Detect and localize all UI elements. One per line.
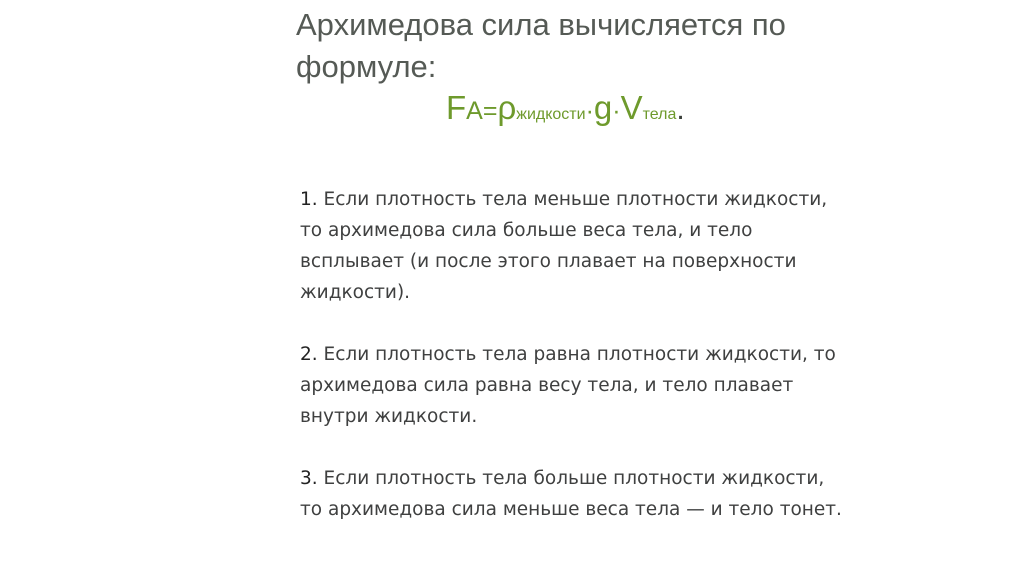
- rule-1-number: 1.: [300, 189, 318, 210]
- rule-item-2: [300, 339, 940, 432]
- rule-1-text-1: Если плотность тела меньше плотности жидкости,: [317, 189, 828, 210]
- rule-3-line-2: то архимедова сила меньше веса тела — и тело тонет.: [300, 499, 842, 520]
- rule-2-line-1: [300, 339, 940, 370]
- formula-volume-subscript: тела: [642, 106, 677, 123]
- rule-2-line-3: внутри жидкости.: [300, 406, 478, 427]
- slide-title: [296, 4, 936, 88]
- rule-1-line-1: [300, 184, 940, 215]
- rule-2-text-1: Если плотность тела равна плотности жидкости, то: [317, 344, 836, 365]
- archimedes-formula: [446, 88, 685, 135]
- slide-title-line-2: формуле:: [296, 49, 437, 84]
- formula-force-subscript: A: [466, 97, 483, 125]
- rule-3-text-1: Если плотность тела больше плотности жидкости,: [317, 468, 825, 489]
- formula-density-symbol: ρ: [497, 89, 517, 126]
- formula-dot-2: ·: [612, 97, 621, 125]
- formula-equals: =: [482, 97, 498, 125]
- formula-dot-1: ·: [585, 97, 594, 125]
- rule-item-1: [300, 184, 940, 308]
- formula-gravity-symbol: g: [593, 89, 613, 126]
- rule-1-line-4: жидкости).: [300, 282, 411, 303]
- formula-force-symbol: F: [446, 89, 467, 126]
- rules-list: [300, 184, 940, 556]
- rule-1-line-3: всплывает (и после этого плавает на поверхности: [300, 251, 797, 272]
- formula-density-subscript: жидкости: [516, 106, 586, 123]
- rule-2-number: 2.: [300, 344, 318, 365]
- rule-3-number: 3.: [300, 468, 318, 489]
- rule-3-line-1: [300, 463, 940, 494]
- formula-volume-symbol: V: [620, 89, 643, 126]
- rule-item-3: [300, 463, 940, 525]
- rule-2-line-2: архимедова сила равна весу тела, и тело плавает: [300, 375, 794, 396]
- rule-1-line-2: то архимедова сила больше веса тела, и тело: [300, 220, 753, 241]
- slide-title-line-1: Архимедова сила вычисляется по: [296, 7, 786, 42]
- formula-period: .: [676, 93, 685, 126]
